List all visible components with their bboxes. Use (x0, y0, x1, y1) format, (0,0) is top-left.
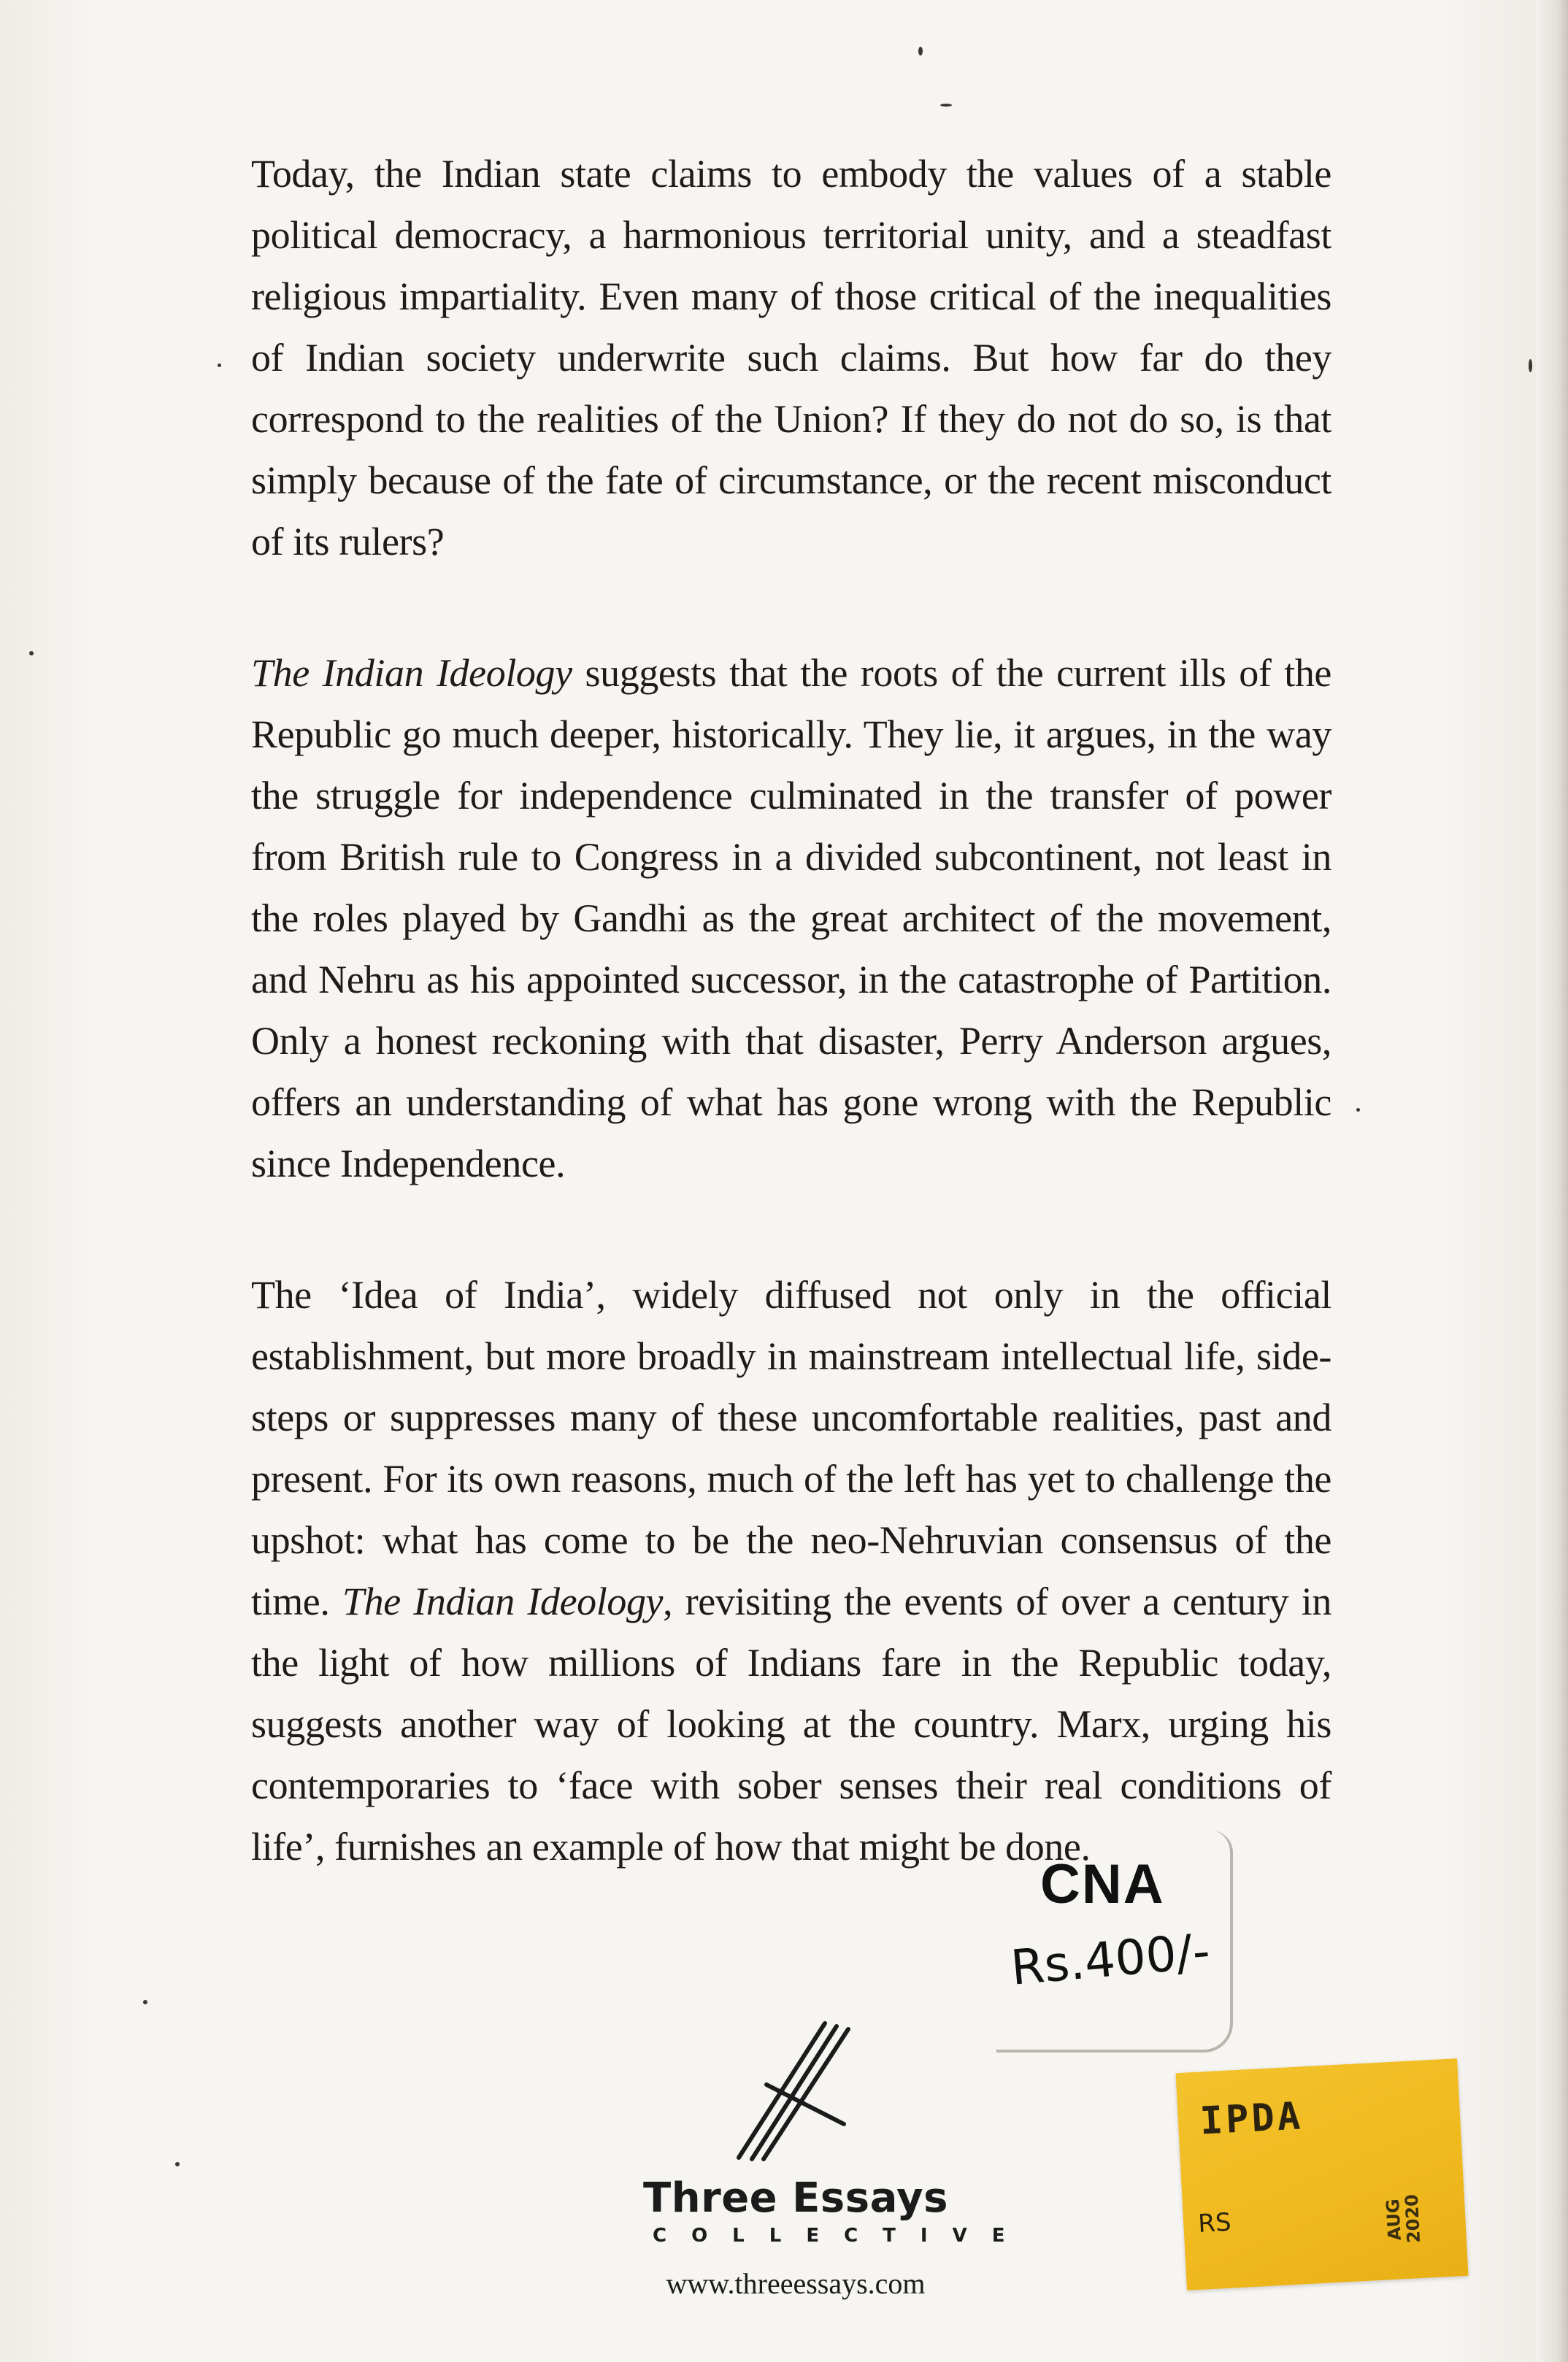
speck (1529, 359, 1532, 372)
blurb-paragraph-3 (251, 1264, 1331, 1877)
handwritten-price: Rs.400/- (1008, 1923, 1212, 1996)
book-title: The Indian Ideology (251, 651, 572, 695)
publisher-block (628, 2015, 1030, 2301)
sticker-initials: RS (1197, 2207, 1232, 2239)
speck (175, 2162, 180, 2166)
cover-edge (1536, 0, 1568, 2362)
speck (940, 104, 952, 107)
blurb-paragraph-3-text-end: , revisiting the events of over a century in the light of how millions of Indians fare in the Republic today, suggests another way of looking at the country. Marx, urging his contemporaries to ‘face with sober senses their real conditions of life’, furnishes an example of how that might be done. (251, 1580, 1331, 1869)
publisher-subtitle: COLLECTIVE (653, 2225, 1030, 2247)
blurb-paragraph-2 (251, 642, 1331, 1194)
book-title: The Indian Ideology (342, 1580, 664, 1623)
sticker-label: IPDA (1199, 2094, 1304, 2144)
speck (143, 2000, 147, 2004)
library-sticker (1175, 2058, 1468, 2290)
speck (218, 363, 221, 367)
blurb-paragraph-1: Today, the Indian state claims to embody the values of a stable political democracy, a harmonious territorial unity, and a steadfast religious impartiality. Even many of those critical of the inequalities of Indian society underwrite such claims. But how far do they correspond to the realities of the Union? If they do not do so, is that simply because of the fate of circumstance, or the recent misconduct of its rulers? (251, 152, 1331, 563)
sticker-month: AUG (1382, 2198, 1405, 2242)
sticker-year: 2020 (1401, 2193, 1425, 2244)
blurb-paragraph-2-text: suggests that the roots of the current ills of the Republic go much deeper, historically. They lie, it argues, in the way the struggle for independence culminated in the transfer of power from British rule to Congress in a divided subcontinent, not least in the roles played by Gandhi as the great architect of the movement, and Nehru as his appointed successor, in the catastrophe of Partition. Only a honest reckoning with that disaster, Perry Anderson argues, offers an understanding of what has gone wrong with the Republic since Independence. (251, 651, 1331, 1185)
three-strokes-logo-icon (715, 2015, 876, 2168)
price-card (996, 1831, 1233, 2053)
publisher-name: Three Essays (643, 2174, 948, 2222)
blurb-paragraph-3-text-start: The ‘Idea of India’, widely diffused not only in the official establishment, but more broadly in mainstream intellectual life, side-steps or suppresses many of these uncomfortable realities, past and present. For its own reasons, much of the left has yet to challenge the upshot: what has come to be the neo-Nehruvian consensus of the time. (251, 1273, 1331, 1623)
publisher-url[interactable]: www.threeessays.com (666, 2267, 926, 2300)
speck (1356, 1108, 1360, 1112)
sticker-date (1383, 2185, 1424, 2253)
speck (29, 651, 34, 655)
shop-code: CNA (1040, 1853, 1165, 1915)
speck (918, 47, 923, 55)
blurb-text (251, 143, 1331, 1877)
